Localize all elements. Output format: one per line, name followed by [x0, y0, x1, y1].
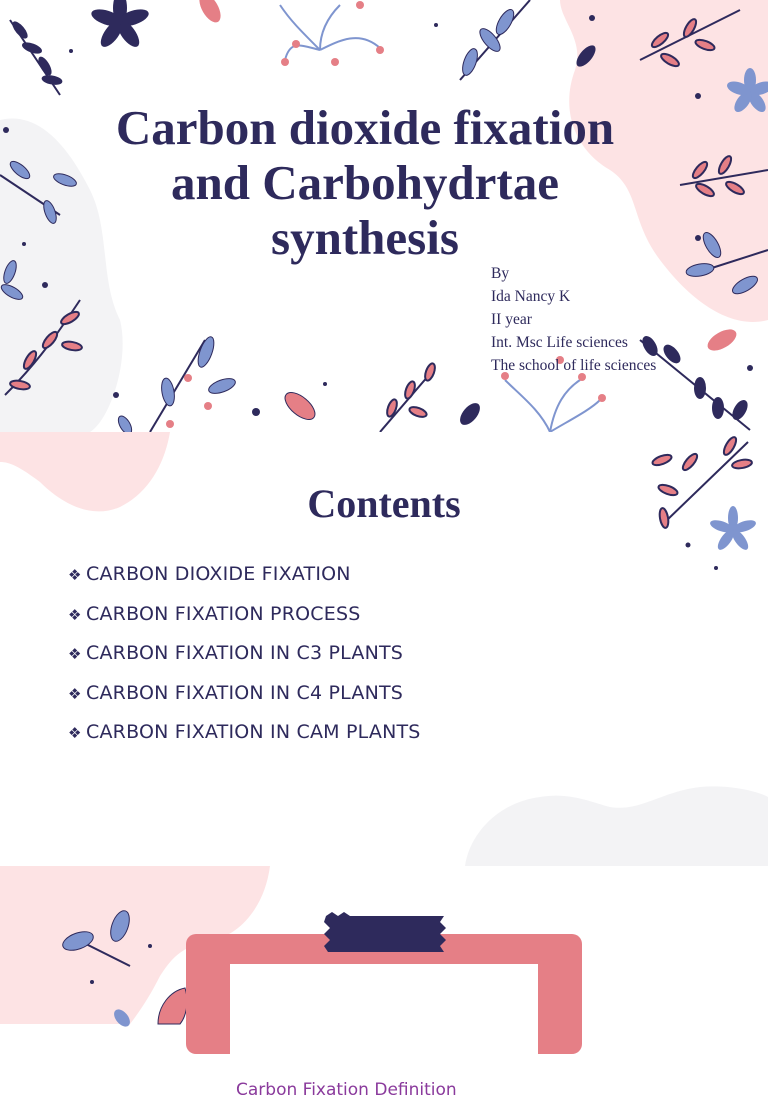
berry-sprig-icon [280, 5, 380, 60]
author-line: Ida Nancy K [491, 288, 571, 305]
list-item-label: CARBON DIOXIDE FIXATION [86, 563, 351, 585]
grey-blob [465, 786, 768, 866]
slide-title [60, 100, 670, 265]
author-line: By [491, 265, 510, 282]
title-slide [0, 0, 768, 432]
diamond-bullet-icon: ❖ [68, 645, 82, 663]
contents-heading: Contents [307, 481, 461, 526]
list-item [68, 555, 421, 595]
definition-card [186, 934, 582, 1100]
title-line: synthesis [271, 210, 459, 265]
leaf-icon [195, 0, 225, 26]
list-item-label: CARBON FIXATION IN CAM PLANTS [86, 721, 421, 743]
flower-star-icon [89, 0, 150, 50]
leaf-branch-icon [10, 20, 63, 95]
leaf-branch-icon [116, 335, 238, 436]
leaf-icon [158, 988, 187, 1024]
author-line: Int. Msc Life sciences [491, 334, 628, 351]
title-line: Carbon dioxide fixation [115, 100, 615, 155]
diamond-bullet-icon: ❖ [68, 605, 82, 624]
leaf-branch-icon [380, 362, 437, 432]
diamond-bullet-icon: ❖ [68, 724, 82, 742]
contents-list [68, 555, 421, 753]
list-item [68, 713, 421, 753]
list-item [68, 674, 421, 714]
diamond-bullet-icon: ❖ [68, 566, 82, 584]
berry-sprig-icon [505, 380, 600, 432]
card-title: Carbon Fixation Definition [236, 1080, 457, 1100]
list-item-label: CARBON FIXATION IN C3 PLANTS [86, 642, 404, 664]
leaf-branch-icon [460, 0, 530, 80]
definition-slide [0, 866, 768, 1100]
author-block [491, 262, 656, 377]
author-line: The school of life sciences [491, 357, 657, 374]
title-line: and Carbohydrtae [171, 155, 559, 210]
author-line: II year [491, 311, 532, 328]
list-item-label: CARBON FIXATION IN C4 PLANTS [86, 681, 404, 704]
dot-icon [686, 543, 719, 571]
tape-icon [324, 912, 446, 952]
leaf-icon [704, 325, 740, 355]
list-item [68, 595, 421, 635]
diamond-bullet-icon: ❖ [68, 684, 82, 703]
contents-slide [0, 432, 768, 866]
leaf-icon [280, 388, 319, 425]
list-item [68, 634, 421, 674]
list-item-label: CARBON FIXATION PROCESS [86, 602, 361, 625]
leaf-icon [456, 400, 483, 429]
leaf-branch-icon [640, 335, 750, 430]
